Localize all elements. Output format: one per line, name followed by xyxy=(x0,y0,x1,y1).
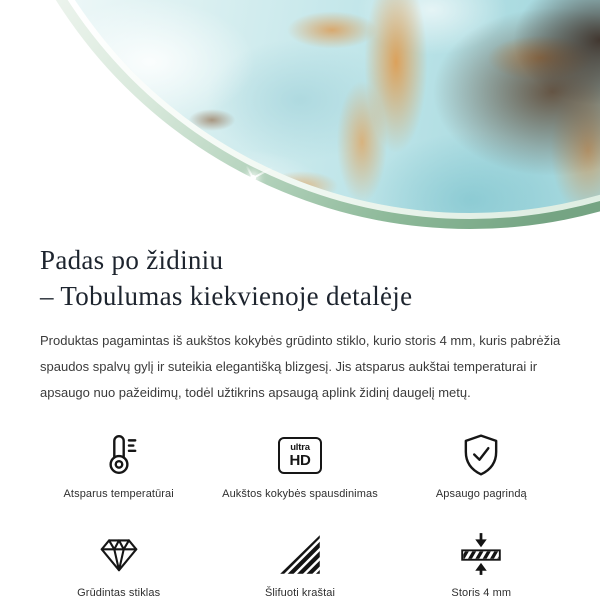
product-description: Produktas pagamintas iš aukštos kokybės grūdinto stiklo, kurio storis 4 mm, kuris pabrėžia spaudos spalvų gylį ir suteikia elegantišką blizgesį. Jis atsparus aukštai temperaturai ir apsaugo nuo pažeidimų, todėl užtikrins apsaugą aplink židinį daugelį metų. xyxy=(40,333,561,400)
thermometer-icon xyxy=(96,432,142,478)
feature-label: Atsparus temperatūrai xyxy=(63,488,174,500)
title-line-2: – Tobulumas kiekvienoje detalėje xyxy=(40,281,413,311)
diamond-icon xyxy=(96,531,142,577)
ultra-hd-icon xyxy=(278,432,322,478)
shield-check-icon xyxy=(458,432,504,478)
feature-label: Apsaugo pagrindą xyxy=(435,488,527,500)
feature-label: Storis 4 mm xyxy=(451,587,512,599)
feature-item-protects-base xyxy=(391,432,572,501)
feature-label: Aukštos kokybės spausdinimas xyxy=(222,488,378,500)
ultra-hd-icon-text-top: ultra xyxy=(290,441,310,453)
feature-item-print-quality xyxy=(209,432,390,501)
hero-image xyxy=(0,0,600,232)
polished-edge-icon xyxy=(277,531,323,577)
feature-item-tempered-glass xyxy=(28,531,209,600)
title-line-1: Padas po židiniu xyxy=(40,245,224,275)
feature-grid xyxy=(28,432,572,600)
thickness-icon xyxy=(458,531,504,577)
feature-label: Grūdintas stiklas xyxy=(77,587,161,599)
feature-label: Šlifuoti kraštai xyxy=(264,587,336,599)
feature-item-temperature xyxy=(28,432,209,501)
page-title xyxy=(40,242,560,314)
feature-item-polished-edges xyxy=(209,531,390,600)
feature-item-thickness xyxy=(391,531,572,600)
ultra-hd-icon-text-bottom: HD xyxy=(289,451,311,469)
